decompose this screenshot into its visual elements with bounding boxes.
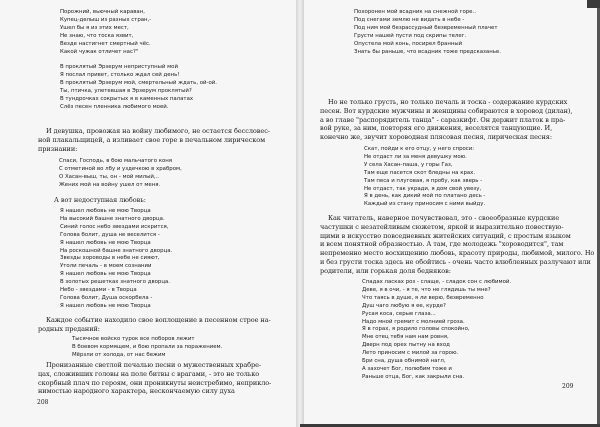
left-verse-3 — [60, 208, 172, 311]
verse-line: О Хасан-выш, ты, он - мой милый,.. — [59, 173, 159, 180]
paragraph-line: цах, сложивших головы на поле битвы с врагами, - это не только — [38, 369, 260, 378]
verse-line: Не знаю, что тоска язвит, — [60, 32, 134, 39]
paragraph-line: родители, или горькая доля бедняков: — [320, 266, 451, 275]
paragraph-line: ной плакальщицей, а изливает свое горе в печальном лирическом — [38, 135, 266, 144]
left-paragraph-4 — [38, 361, 271, 396]
verse-line: В боевом кормящем, и бою пропали за поражением. — [72, 343, 223, 350]
verse-line: Там еще пасется скот бледны на крах. — [364, 169, 476, 176]
verse-line: Скат, пойди к его отцу, у него спроси: — [364, 146, 475, 152]
verse-line: В золотых решетках знатного дворца. — [60, 279, 171, 286]
verse-line: Звезды хороводы в небе не сияют, — [60, 255, 160, 262]
verse-line: Ты, птичка, улетевшая в Эрзерум проклятый? — [60, 88, 192, 95]
paragraph-line: А вот недоступная любовь: — [54, 196, 146, 204]
paragraph-line: Каждое событие находило свое воплощение в песенном строе на- — [46, 316, 271, 324]
verse-line: Похоронен мой всадник на снежной горе.. — [354, 9, 476, 15]
paragraph-line: Пронизанные светлой печалью песни о мужественных храбре- — [46, 361, 262, 369]
verse-line: Под снегами землю не видать в небе - — [354, 16, 465, 23]
verse-line: Жених мой на войну ушел от меня. — [59, 181, 161, 188]
paragraph-line: а во главе "распорядитель танца" - саразкифт. Он держит платок в пра- — [320, 115, 566, 124]
verse-line: Порожний, вьючный караван, — [60, 9, 145, 15]
verse-line: Бри сна, душа обнимой нагл, — [362, 358, 446, 365]
verse-line: Спаси, Господь, в бою мальчатого коня — [59, 158, 173, 164]
right-page-number: 209 — [562, 383, 574, 390]
verse-line: Какой чужак отличет нас?" — [60, 48, 139, 55]
verse-line: Не отдаст ли за меня девушку мою. — [364, 153, 467, 160]
verse-line: Тысячное войско турок все поборов лежит — [72, 336, 195, 342]
right-verse-2 — [364, 146, 485, 209]
verse-line: Знать бы раньше, что всадник тоже предсказанье. — [354, 48, 501, 55]
verse-line: У села Хасан-паша, у горы Газ, — [364, 161, 453, 168]
verse-line: Я нашел любовь не мою Творца — [60, 208, 151, 214]
verse-line: Я нашел любовь не мою Творца — [60, 239, 151, 246]
verse-line: Там песа и плуговая, я пробу, как зверь - — [364, 177, 483, 184]
verse-line: Спадах ласках роз - слаще, - сладок сон с любимой. — [362, 279, 512, 285]
verse-line: На высокий башне знатного дворца. — [60, 215, 165, 222]
verse-line: А захочет Бог, полюбим тоже и — [362, 365, 452, 372]
verse-line: Каждый из стану приносим с ними выйду. — [364, 201, 486, 208]
right-paragraph-2 — [320, 214, 594, 275]
paragraph-line: Как читатель, наверное почувствовал, это - своеобразные курдские — [328, 214, 560, 222]
verse-line: Русая коса, серые глаза... — [362, 310, 436, 317]
verse-line: Грусти нашей пусти под скрипы телег. — [354, 32, 467, 39]
verse-line: Раньше отца, Бог, как закрыли сна. — [362, 373, 465, 380]
verse-line: Слёз песен пленника любимого моей. — [60, 103, 169, 110]
verse-line: Голова болит, душа не веселится - — [60, 231, 160, 238]
right-verse-1 — [354, 9, 501, 56]
verse-line: Что таясь в душе, я ли верю, безвременно — [362, 294, 484, 301]
left-verse-4 — [72, 336, 222, 360]
verse-line: Я нашел любовь не мою Творца — [60, 302, 151, 309]
left-paragraph-3 — [38, 316, 271, 334]
verse-line: В проклятый Эрзерум мой, смертельный ждать, ой-ой. — [60, 80, 218, 87]
paragraph-line: частушки с незатейливым сюжетом, яркой и выразительно повествую- — [320, 222, 564, 231]
verse-line: В проклятый Эрзерум неприступный мой — [60, 64, 178, 71]
verse-line: Я в день, как дикий мой по платано десь - — [364, 193, 486, 200]
scan-corner-shadow — [587, 0, 600, 8]
verse-line: Я послал привет, столько ждал сей день! — [60, 72, 180, 79]
verse-line: Голова болит, Душа оскорбела - — [60, 294, 153, 301]
verse-line: Дверн под орех пытну на вход — [362, 342, 450, 349]
left-page-number: 208 — [37, 399, 49, 406]
verse-line: Лето приносим с милой за горою. — [362, 350, 459, 357]
verse-line: Не отдаст, так укради, я дом свой увезу, — [364, 185, 482, 192]
verse-line: Душ чаго любую я ее, курде? — [362, 302, 446, 309]
paragraph-line: щими в искусство повседневных житейских ситуаций, с простым языком — [320, 231, 571, 240]
verse-line: Опустела мой конь, посирел бранный — [354, 40, 463, 47]
right-verse-3 — [362, 279, 511, 382]
paragraph-line: родных преданий: — [38, 324, 100, 333]
paragraph-line: скорбный плач по героям, они проникнуты неистребимо, неприкло- — [38, 378, 272, 387]
verse-line: Мёрзли от холода, от нас бежим — [72, 351, 166, 358]
verse-line: Везде настигнет смертный чёс. — [60, 40, 151, 47]
paragraph-line: И девушка, провожая на войну любимого, не остается бессловес- — [46, 127, 270, 135]
right-paragraph-1 — [320, 98, 572, 142]
verse-line: Под ним мой безрассудный безвременный плачет — [354, 24, 498, 31]
paragraph-line: нимостью народного характера, нескончаемую силу духа — [38, 387, 235, 396]
paragraph-line: песен. Вот курдские мужчины и женщины собираются в хоровод (дилан), — [320, 106, 573, 115]
verse-line: Я нашел любовь не мою Творца — [60, 271, 151, 278]
left-verse-1 — [60, 9, 217, 112]
paragraph-line: конечно же, звучит хороводная плясовая песня, лирическая песня: — [320, 133, 552, 141]
verse-line: Надо мной гремит с молнией гроза. — [362, 318, 465, 325]
paragraph-line: непременно место восхищению любовь, красоту природы, любимой, милого. Но — [320, 249, 595, 257]
verse-line: Ушел бы я из этих мест, — [60, 24, 129, 31]
verse-line — [60, 56, 217, 64]
paragraph-line: признании: — [38, 144, 78, 153]
verse-line: Утоли печаль - в моем сознании — [60, 263, 152, 270]
verse-line: Деве, я в очи, - я те, что не глядишь ты мне? — [362, 286, 491, 293]
paragraph-line: вой руке, за ним, повторяя его движения, веселятся танцующие. И, — [320, 124, 553, 133]
verse-line: Купец-делыш из разных стран,- — [60, 16, 152, 23]
verse-line: В тундрочках сокрытых я в каменных палатах — [60, 95, 194, 102]
verse-line: Небо - звездами - в Творца — [60, 287, 137, 294]
book-gutter — [296, 0, 304, 427]
paragraph-line: Но не только грусть, но только печаль и тоска - содержание курдских — [328, 98, 568, 106]
verse-line: С отметиной во лбу и уздечкою в храбром, — [59, 165, 182, 172]
verse-line: Синий голос небо звездами искрится, — [60, 223, 169, 230]
left-paragraph-1 — [38, 127, 270, 153]
right-page — [300, 0, 600, 427]
paragraph-line: и без грусти тоска здесь не обойтись - очень часто влюбленных разлучают или — [320, 257, 591, 266]
verse-line: На роскошной башне знатного дворца. — [60, 247, 173, 254]
verse-line: Мне отец тебя нам нам ровня, — [362, 334, 449, 341]
left-paragraph-2 — [46, 196, 146, 205]
verse-line: Я в горах, я родило головы спокойно, — [362, 326, 470, 333]
paragraph-line: и всем понятной образностью. А там, где молодежь "хороводится", там — [320, 240, 564, 249]
left-verse-2 — [59, 158, 182, 190]
